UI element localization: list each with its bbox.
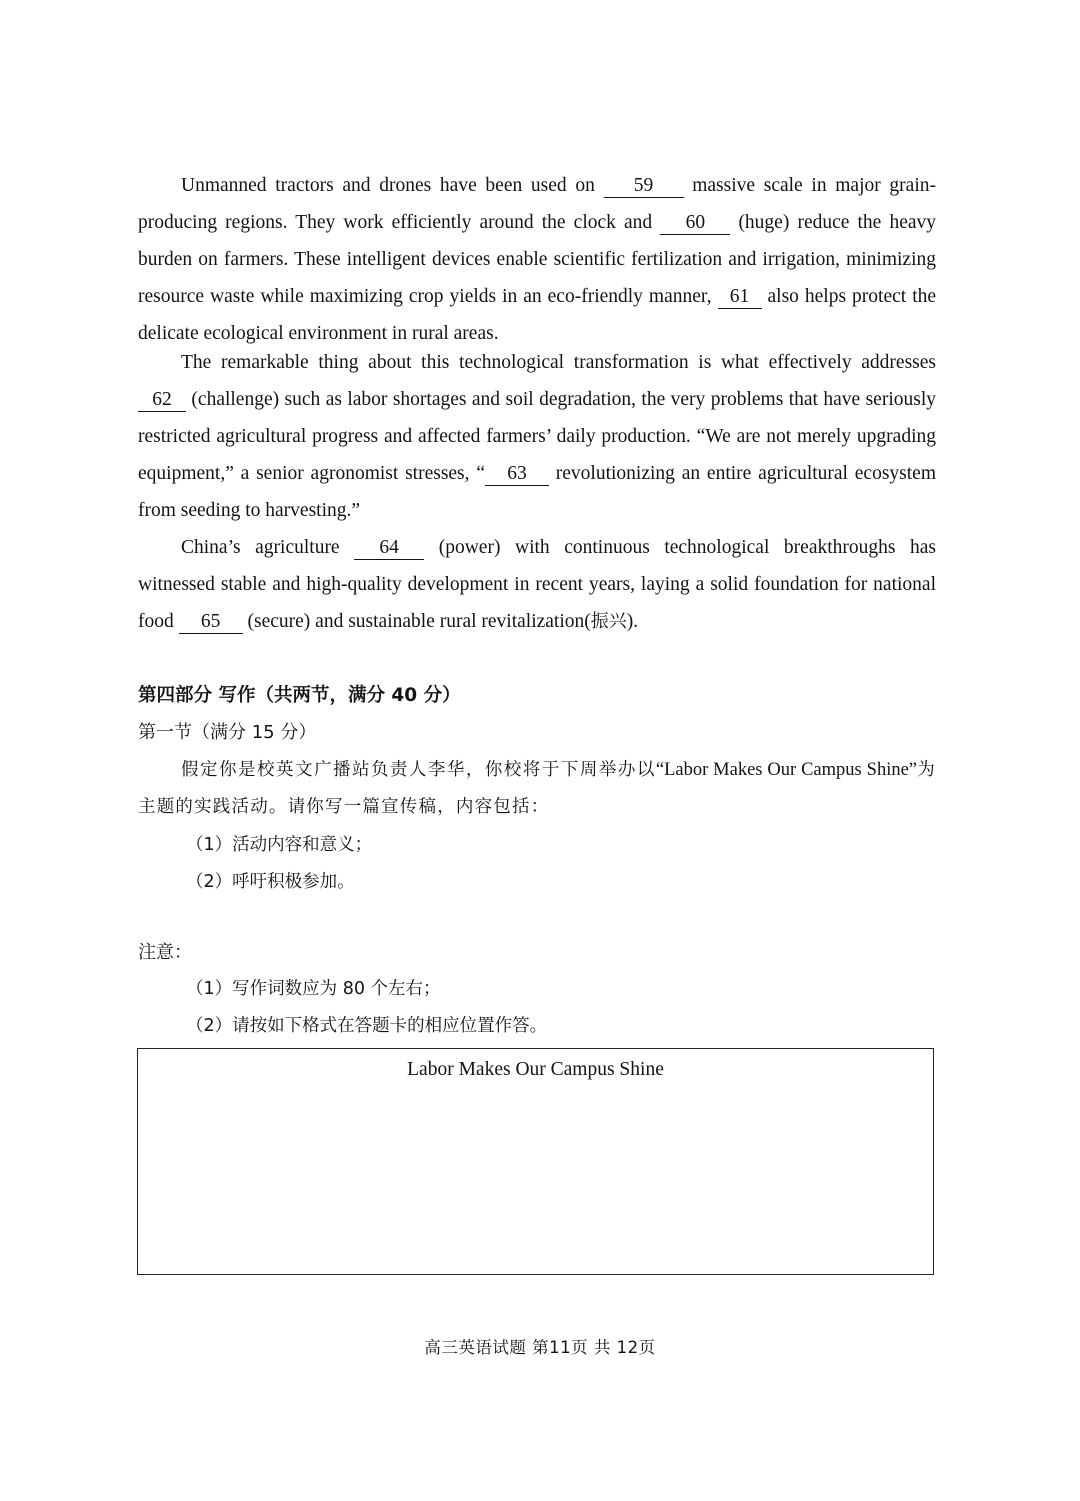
blank-62: 62 — [138, 389, 186, 412]
passage-text: China’s agriculture — [181, 537, 340, 558]
passage-text: also helps protect the delicate ecological environment in rural areas. — [138, 286, 937, 344]
passage-text: Unmanned tractors and drones have been used on — [181, 175, 595, 196]
passage-paragraph-1 — [138, 167, 936, 352]
writing-task — [138, 752, 936, 826]
blank-63: 63 — [485, 463, 549, 486]
blank-61: 61 — [718, 286, 762, 309]
answer-box — [137, 1048, 934, 1275]
section-heading: 第一节（满分 15 分） — [138, 722, 317, 743]
passage-text: ). — [626, 611, 639, 632]
passage-text: revolutionizing an entire agricultural ecosystem from seeding to harvesting.” — [138, 463, 937, 521]
passage-text: (huge) reduce the heavy burden on farmers. These intelligent devices enable scientific fertilization and irrigation, minimizing resource waste while maximizing crop yields in an eco-friendly manner, — [138, 212, 937, 307]
blank-60: 60 — [660, 212, 730, 235]
note-item: （1）写作词数应为 80 个左右； — [186, 979, 441, 999]
passage-text: The remarkable thing about this technological transformation is what effectively addresses — [181, 352, 936, 373]
note-item: （2）请按如下格式在答题卡的相应位置作答。 — [186, 1016, 548, 1036]
notes-label: 注意： — [138, 942, 192, 963]
passage-paragraph-2 — [138, 344, 936, 529]
blank-65: 65 — [179, 611, 243, 634]
task-text: 为主题的实践活动。请你写一篇宣传稿，内容包括： — [138, 760, 937, 817]
passage-chinese-gloss: 振兴 — [590, 611, 627, 632]
part-heading: 第四部分 写作（共两节，满分 40 分） — [138, 685, 461, 706]
passage-text: (power) with continuous technological breakthroughs has witnessed stable and high-quality development in recent years, laying a solid foundation for national food — [138, 537, 937, 632]
notes-list — [138, 971, 936, 1045]
task-text: 假定你是校英文广播站负责人李华，你校将于下周举办以 — [181, 760, 656, 780]
blank-64: 64 — [354, 537, 424, 560]
page-footer: 高三英语试题 第11页 共 12页 — [424, 1338, 656, 1357]
passage-text: (secure) and sustainable rural revitalization( — [247, 611, 591, 632]
passage-text: (challenge) such as labor shortages and soil degradation, the very problems that have seriously restricted agricultural progress and affected farmers’ daily production. “We are not merely upgrading equipment,” a senior agronomist stresses, “ — [138, 389, 936, 484]
task-item: （2）呼吁积极参加。 — [186, 872, 355, 892]
task-items — [138, 827, 936, 901]
blank-59: 59 — [604, 175, 684, 198]
answer-box-title: Labor Makes Our Campus Shine — [407, 1059, 664, 1080]
passage-text: massive scale in major grain-producing regions. They work efficiently around the clock and — [138, 175, 936, 233]
passage-paragraph-3 — [138, 529, 936, 640]
task-theme: “Labor Makes Our Campus Shine” — [655, 760, 918, 780]
task-item: （1）活动内容和意义； — [186, 835, 373, 855]
